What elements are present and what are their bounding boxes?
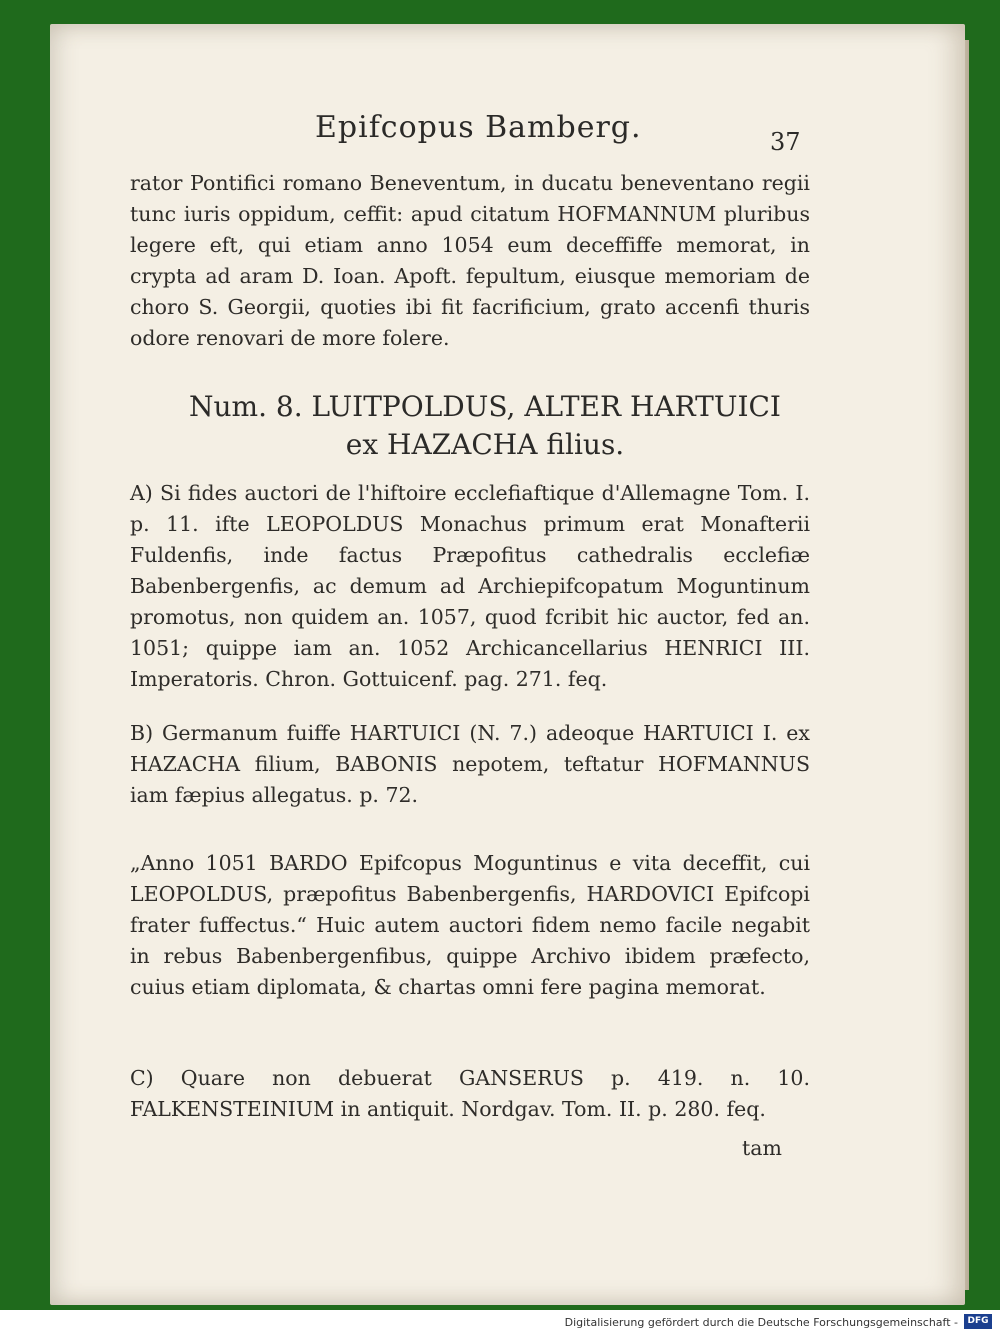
paragraph-quote: „Anno 1051 BARDO Epifcopus Moguntinus e vita deceffit, cui LEOPOLDUS, præpofitus Babenbergenfis, HARDOVICI Epifcopi frater fuffectus.“ Huic autem auctori fidem nemo facile negabit in rebus Babenbergenfibus, quippe Archivo ibidem præfecto, cuius etiam diplomata, & chartas omni fere pagina memorat. (130, 851, 810, 999)
paragraph-b: B) Germanum fuiffe HARTUICI (N. 7.) adeoque HARTUICI I. ex HAZACHA filium, BABONIS nepotem, teftatur HOFMANNUS iam fæpius allegatus. p. 72. (130, 721, 810, 807)
heading-line-2: ex HAZACHA filius. (345, 428, 625, 461)
paragraph-continuation: rator Pontifici romano Beneventum, in ducatu beneventano regii tunc iuris oppidum, ceffit: apud citatum HOFMANNUM pluribus legere eft, qui etiam anno 1054 eum deceffiffe memorat, in crypta ad aram D. Ioan. Apoft. fepultum, eiusque memoriam de choro S. Georgii, quoties ibi fit facrificium, grato accenfi thuris odore renovari de more folere. (130, 171, 810, 350)
section-heading (150, 388, 820, 464)
catchword: tam (742, 1136, 782, 1160)
paragraph-a: A) Si fides auctori de l'hiftoire ecclefiaftique d'Allemagne Tom. I. p. 11. ifte LEOPOLDUS Monachus primum erat Monafterii Fuldenfis, inde factus Præpofitus cathedralis ecclefiæ Babenbergenfis, ac demum ad Archiepifcopatum Moguntinum promotus, non quidem an. 1057, quod fcribit hic auctor, fed an. 1051; quippe iam an. 1052 Archicancellarius HENRICI III. Imperatoris. Chron. Gottuicenf. pag. 271. feq. (130, 481, 810, 691)
page-number: 37 (770, 128, 801, 156)
running-head: Epifcopus Bamberg. (315, 110, 642, 145)
heading-line-1: Num. 8. LUITPOLDUS, ALTER HARTUICI (189, 390, 781, 423)
dfg-credit: Digitalisierung gefördert durch die Deutsche Forschungsgemeinschaft - (564, 1316, 958, 1329)
dfg-logo-icon[interactable]: DFG (964, 1314, 992, 1329)
paragraph-c: C) Quare non debuerat GANSERUS p. 419. n. 10. FALKENSTEINIUM in antiquit. Nordgav. Tom. II. p. 280. feq. (130, 1066, 810, 1121)
